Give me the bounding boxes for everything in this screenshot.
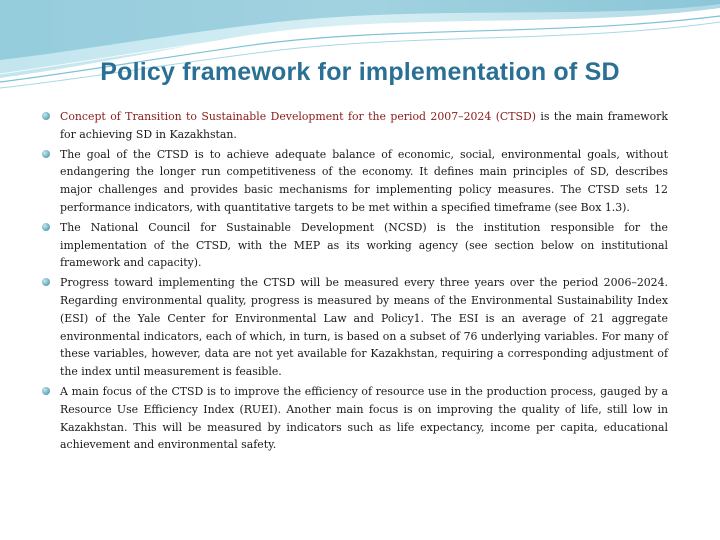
list-item	[40, 146, 668, 217]
bullet-text: Progress toward implementing the CTSD will be measured every three years over the period 2006–2024. Regarding environmental quality, progress is measured by means of the Environmental Sustainability Index (ESI) of the Yale Center for Environmental Law and Policy1. The ESI is an average of 21 aggregate environmental indicators, each of which, in turn, is based on a subset of 76 underlying variables. For many of these variables, however, data are not yet available for Kazakhstan, requiring a corresponding adjustment of the index until measurement is feasible.	[60, 276, 668, 379]
bullet-text: is the main framework for achieving SD in Kazakhstan.	[60, 110, 668, 141]
list-item	[40, 274, 668, 381]
bullet-icon	[42, 387, 50, 395]
bullet-text: The National Council for Sustainable Development (NCSD) is the institution responsible for the implementation of the CTSD, with the MEP as its working agency (see section below on institutional framework and capacity).	[60, 220, 668, 270]
bullet-text: The goal of the CTSD is to achieve adequate balance of economic, social, environmental goals, without endangering the longer run competitiveness of the economy. It defines main principles of SD, describes major challenges and provides basic mechanisms for implementing policy measures. The CTSD sets 12 performance indicators, with quantitative targets to be met within a specified timeframe (see Box 1.3).	[60, 147, 668, 214]
header-wave-decoration	[0, 0, 720, 110]
bullet-highlight-text: Concept of Transition to Sustainable Development for the period 2007–2024 (CTSD)	[60, 110, 536, 123]
bullet-icon	[42, 112, 50, 120]
list-item	[40, 108, 668, 144]
bullet-icon	[42, 278, 50, 286]
bullet-icon	[42, 223, 50, 231]
bullet-list	[40, 108, 668, 456]
bullet-icon	[42, 150, 50, 158]
list-item	[40, 383, 668, 454]
bullet-text: A main focus of the CTSD is to improve the efficiency of resource use in the production process, gauged by a Resource Use Efficiency Index (RUEI). Another main focus is on improving the quality of life, still low in Kazakhstan. This will be measured by indicators such as life expectancy, income per capita, educational achievement and environmental safety.	[60, 384, 668, 452]
list-item	[40, 219, 668, 272]
slide-title: Policy framework for implementation of SD	[100, 58, 620, 86]
